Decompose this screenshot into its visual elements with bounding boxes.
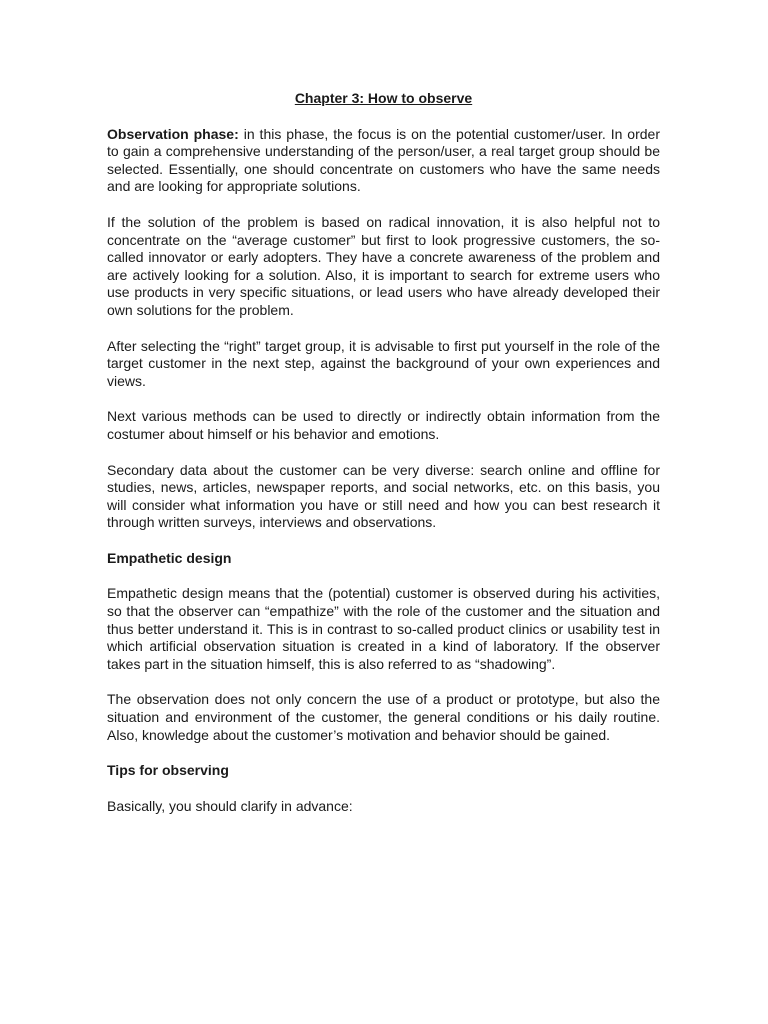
body-paragraph: Secondary data about the customer can be very diverse: search online and offline for studies, news, articles, newspaper reports, and social networks, etc. on this basis, you will consider what information you have or still need and how you can best research it through written surveys, interviews and observations. bbox=[107, 461, 660, 531]
tips-intro: Basically, you should clarify in advance: bbox=[107, 797, 353, 814]
body-paragraph: After selecting the “right” target group, it is advisable to first put yourself in the role of the target customer in the next step, against the background of your own experiences and views. bbox=[107, 337, 660, 389]
empathetic-paragraph: The observation does not only concern the use of a product or prototype, but also the situation and environment of the customer, the general conditions or his daily routine. Also, knowledge about the customer’s motivation and behavior should be gained. bbox=[107, 691, 660, 743]
document-page bbox=[107, 90, 660, 833]
empathetic-design-heading: Empathetic design bbox=[107, 549, 232, 566]
body-paragraph: Next various methods can be used to directly or indirectly obtain information from the costumer about himself or his behavior and emotions. bbox=[107, 408, 660, 442]
tips-heading: Tips for observing bbox=[107, 762, 229, 779]
empathetic-paragraph: Empathetic design means that the (potential) customer is observed during his activities, so that the observer can “empathize” with the role of the customer and the situation and thus better understand it. This is in contrast to so-called product clinics or usability test in which artificial observation situation is created in a kind of laboratory. If the observer takes part in the situation himself, this is also referred to as “shadowing”. bbox=[107, 585, 660, 672]
observation-phase-text: in this phase, the focus is on the potential customer/user. In order to gain a comprehensive understanding of the person/user, a real target group should be selected. Essentially, one should concentrate on customers who have the same needs and are looking for appropriate solutions. bbox=[107, 125, 660, 195]
observation-phase-lead: Observation phase: bbox=[107, 125, 239, 142]
observation-phase-paragraph bbox=[107, 126, 660, 196]
body-paragraph: If the solution of the problem is based on radical innovation, it is also helpful not to concentrate on the “average customer” but first to look progressive customers, the so-called innovator or early adopters. They have a concrete awareness of the problem and are actively looking for a solution. Also, it is important to search for extreme users who use products in very specific situations, or lead users who have already developed their own solutions for the problem. bbox=[107, 213, 660, 318]
chapter-title: Chapter 3: How to observe bbox=[294, 90, 473, 106]
